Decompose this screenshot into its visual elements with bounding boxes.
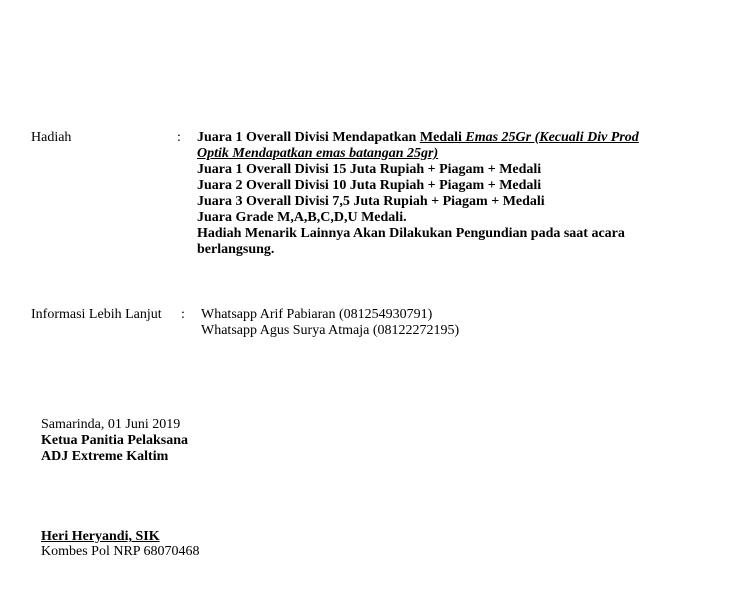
prize-line-1-prefix: Juara 1 Overall Divisi Mendapatkan [197, 130, 420, 145]
signature-rank: Kombes Pol NRP 68070468 [41, 544, 200, 559]
prize-list [197, 130, 667, 258]
prize-line-1-underlined [420, 130, 639, 145]
contact-agus: Whatsapp Agus Surya Atmaja (08122272195) [201, 323, 460, 338]
prize-juara-1: Juara 1 Overall Divisi 15 Juta Rupiah + Piagam + Medali [197, 162, 542, 177]
hadiah-label: Hadiah [31, 130, 72, 145]
prize-medali: Medali [419, 130, 462, 145]
contact-arif: Whatsapp Arif Pabiaran (081254930791) [201, 307, 433, 322]
prize-line-1 [197, 130, 667, 146]
signature-role: Ketua Panitia Pelaksana [41, 433, 189, 448]
info-label: Informasi Lebih Lanjut [31, 307, 162, 322]
prize-juara-2: Juara 2 Overall Divisi 10 Juta Rupiah + Piagam + Medali [197, 178, 542, 193]
prize-line-2: Optik Mendapatkan emas batangan 25gr) [197, 146, 439, 161]
info-colon: : [181, 307, 185, 322]
prize-grade: Juara Grade M,A,B,C,D,U Medali. [197, 210, 407, 225]
contact-list [201, 307, 459, 339]
signature-place-date: Samarinda, 01 Juni 2019 [41, 417, 181, 432]
hadiah-colon: : [177, 130, 181, 145]
signature-name: Heri Heryandi, SIK [41, 529, 160, 544]
prize-undian-cont: berlangsung. [197, 242, 275, 257]
signature-organization: ADJ Extreme Kaltim [41, 449, 169, 464]
prize-juara-3: Juara 3 Overall Divisi 7,5 Juta Rupiah + Piagam + Medali [197, 194, 545, 209]
prize-undian: Hadiah Menarik Lainnya Akan Dilakukan Pengundian pada saat acara [197, 226, 625, 241]
prize-emas-a: Emas 25Gr (Kecuali Div Prod [461, 130, 639, 145]
